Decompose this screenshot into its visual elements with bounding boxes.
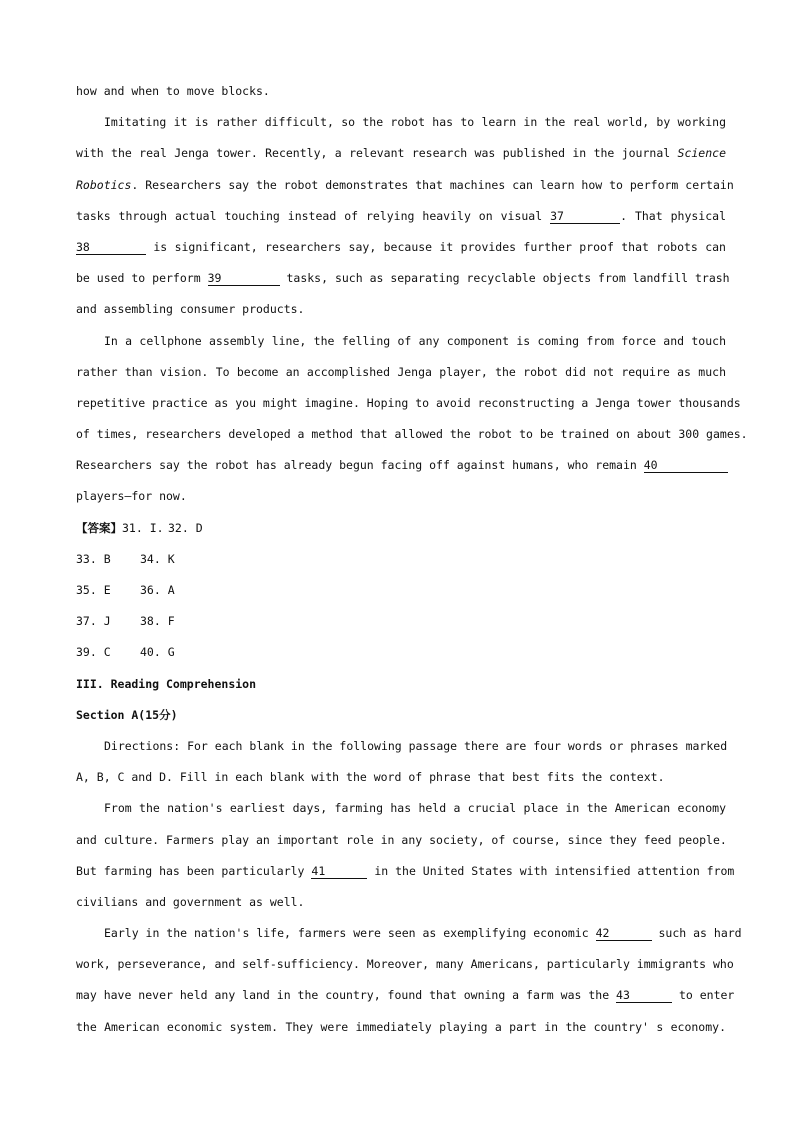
answer-row [76,575,726,606]
text-line [76,949,734,980]
text-line [76,138,726,169]
text-line [76,170,734,201]
heading-text: III. Reading Comprehension [76,676,257,691]
text: Researchers say the robot has already begun facing off against humans, who remain [76,458,644,473]
text: with the real Jenga tower. Recently, a relevant research was published in the journal [76,146,678,161]
text-line [76,918,742,949]
text: and culture. Farmers play an important role in any society, of course, since they feed people. [76,832,727,847]
text-line [76,107,726,138]
answer-item: 31. I. [122,520,164,535]
text-line [76,825,726,856]
text-line [76,201,726,232]
blank-39: 39 [208,271,280,286]
blank-40: 40 [644,458,728,473]
answer-item: 35. E [76,583,111,597]
subheading-text: Section A(15分) [76,707,178,722]
text: In a cellphone assembly line, the felling of any component is coming from force and touch [104,333,726,348]
answer-item: 39. C [76,645,111,660]
answer-item: 32. D [168,520,203,535]
blank-42: 42 [596,926,652,941]
text-line [76,856,735,887]
text-line [76,980,735,1011]
text: and assembling consumer products. [76,302,305,317]
text: rather than vision. To become an accomplished Jenga player, the robot did not require as much [76,364,726,379]
journal-title: Science [677,146,726,161]
text-line [76,887,726,918]
text-line [76,232,726,263]
text: tasks through actual touching instead of relying heavily on visual [76,208,551,223]
text: in the United States with intensified attention from [367,863,735,878]
text-line [76,762,726,793]
text: repetitive practice as you might imagine. Hoping to avoid reconstructing a Jenga tower thousands [76,395,741,410]
text-line [76,419,748,450]
text: But farming has been particularly [76,863,312,878]
text: of times, researchers developed a method that allowed the robot to be trained on about 300 games. [76,427,748,442]
blank-43: 43 [616,988,672,1003]
answer-item: 38. F [140,614,175,629]
answer-row [76,513,726,544]
text: tasks, such as separating recyclable objects from landfill trash [279,271,730,286]
text: A, B, C and D. Fill in each blank with the word of phrase that best fits the context. [76,770,665,785]
text: Imitating it is rather difficult, so the robot has to learn in the real world, by working [104,115,726,130]
text: From the nation's earliest days, farming has held a crucial place in the American economy [104,801,726,816]
answer-item: 33. B [76,551,111,566]
text-line [76,326,726,357]
answer-item: 40. G [140,645,175,660]
answer-item: 34. K [140,551,175,566]
text-line [76,481,726,512]
text: the American economic system. They were immediately playing a part in the country' s economy. [76,1019,726,1034]
text: to enter [672,988,735,1003]
answer-row [76,544,726,575]
text: such as hard [651,926,742,941]
blank-41: 41 [311,864,367,879]
answer-item: 36. A [140,583,175,597]
text: . That physical [620,208,726,223]
text: how and when to move blocks. [76,84,270,98]
journal-title: Robotics [76,177,132,192]
blank-37: 37 [550,209,620,224]
text: may have never held any land in the country, found that owning a farm was the [76,988,617,1003]
text-line [76,294,726,325]
text: civilians and government as well. [76,894,305,909]
text: Directions: For each blank in the following passage there are four words or phrases marked [104,738,728,753]
answer-row [76,637,726,668]
answer-row [76,606,726,637]
text: Early in the nation's life, farmers were seen as exemplifying economic [104,926,596,941]
answer-item: 37. J [76,614,111,629]
text-line [76,731,726,762]
text-line [76,357,726,388]
text-line [76,263,730,294]
section-heading [76,669,726,700]
answer-label: 【答案】 [76,520,122,535]
text: work, perseverance, and self-sufficiency. Moreover, many Americans, particularly immigrants who [76,957,734,972]
text-line [76,76,726,107]
text-line [76,450,726,481]
text: be used to perform [76,271,208,286]
text-line [76,793,726,824]
text-line [76,1012,726,1043]
text: players—for now. [76,489,187,504]
document-page [76,76,748,1043]
text: is significant, researchers say, because it provides further proof that robots can [146,239,726,254]
section-subheading [76,700,726,731]
text: . Researchers say the robot demonstrates that machines can learn how to perform certain [131,177,734,192]
blank-38: 38 [76,240,146,255]
text-line [76,388,741,419]
